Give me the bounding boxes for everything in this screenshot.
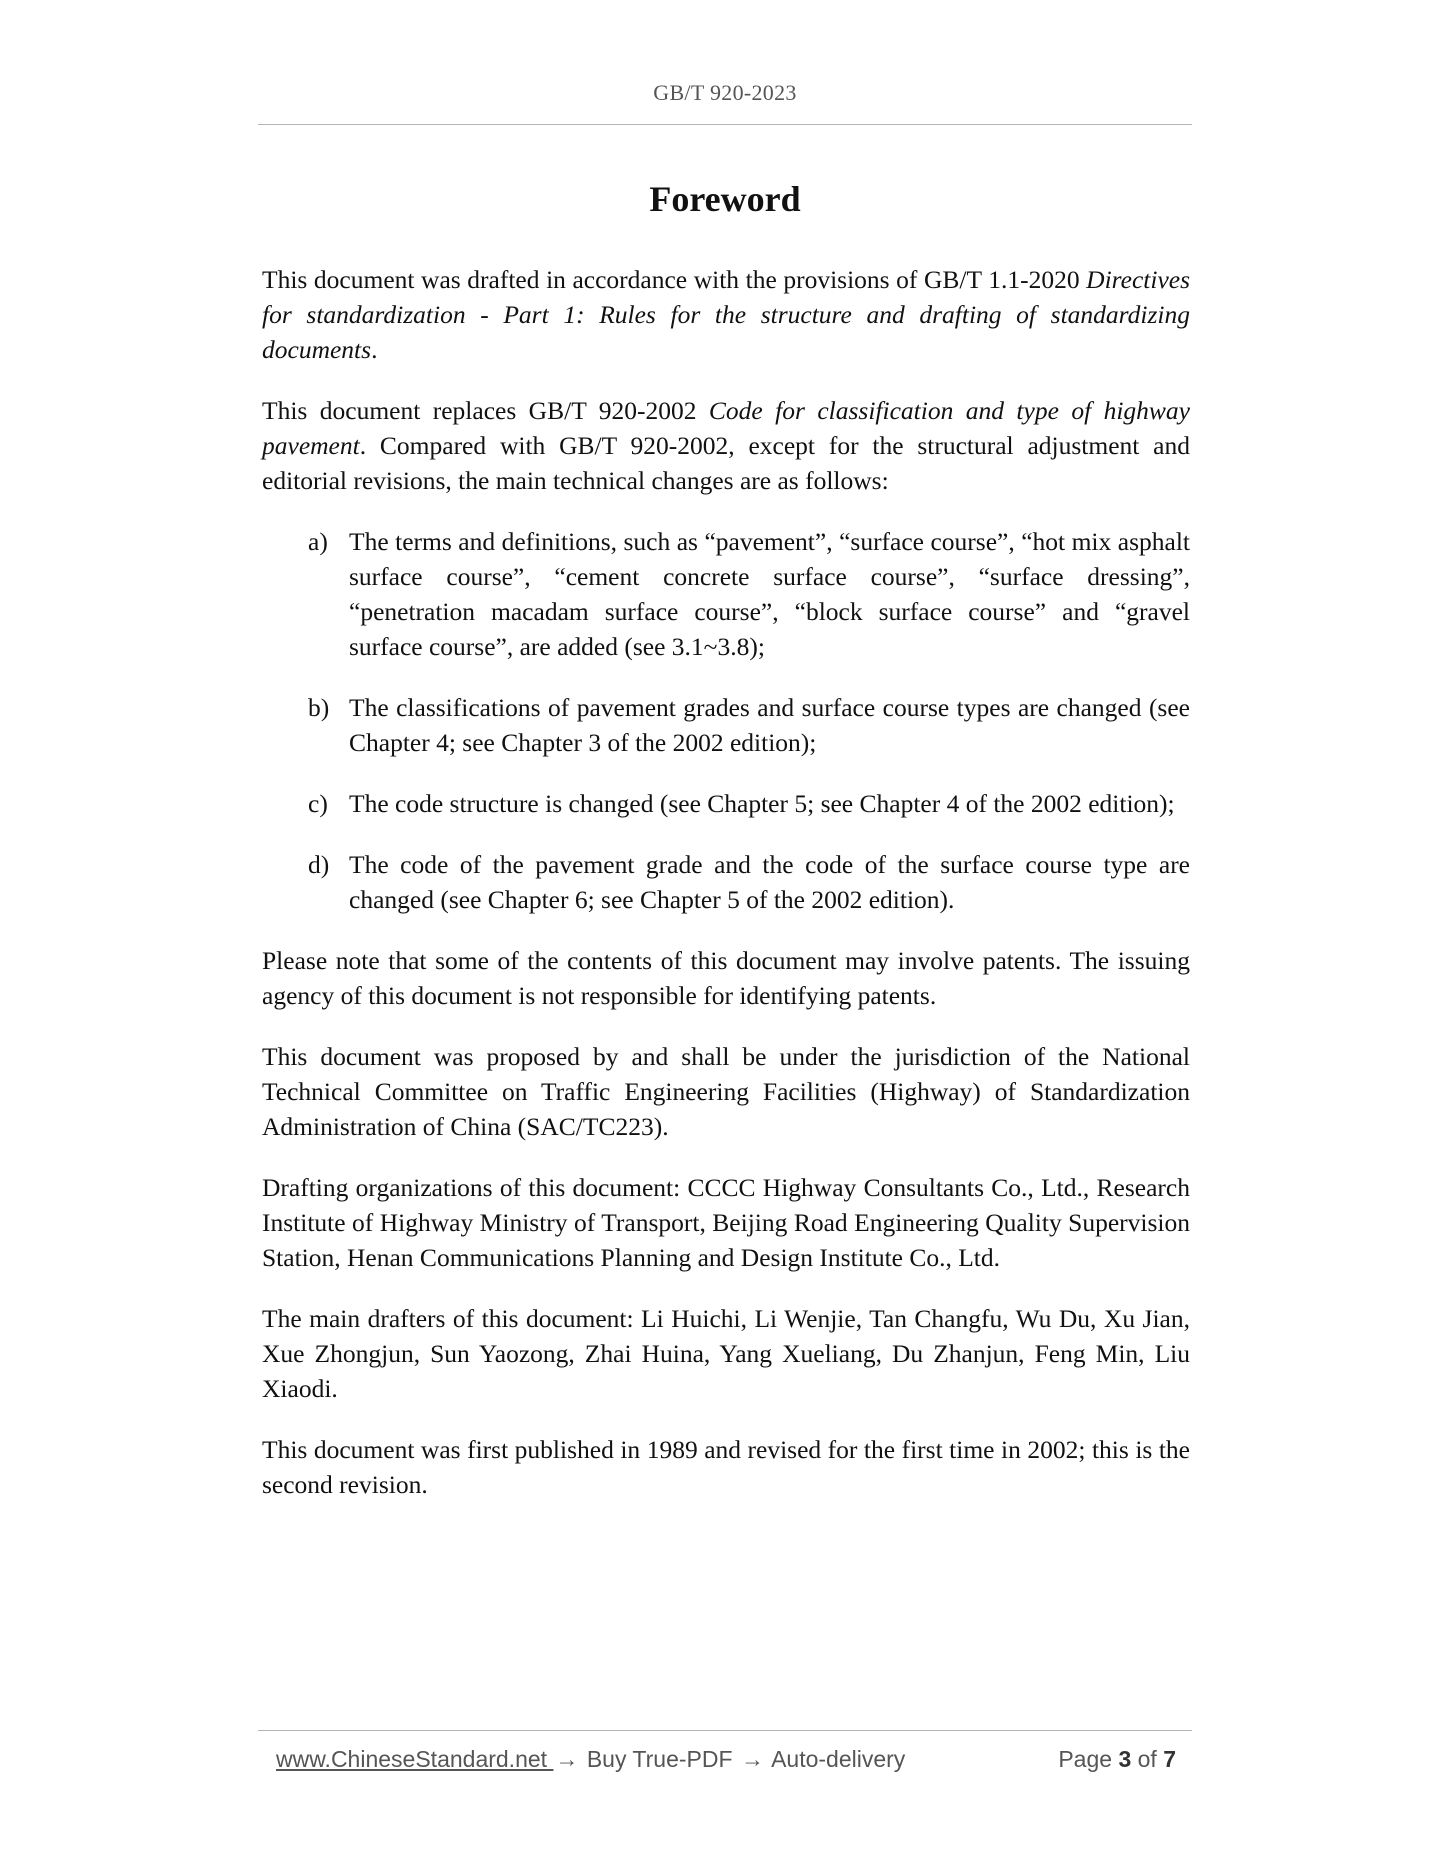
list-item-text: The code of the pavement grade and the code of the surface course type are changed (see Chapter 6; see Chapter 5 of the 2002 edition).	[349, 850, 1190, 914]
current-page-number: 3	[1118, 1746, 1132, 1772]
list-item-text: The classifications of pavement grades and surface course types are changed (see Chapter 4; see Chapter 3 of the 2002 edition);	[349, 693, 1190, 757]
list-marker: c)	[308, 789, 328, 818]
technical-changes-list	[262, 524, 1190, 917]
paragraph-publication-history: This document was first published in 1989 and revised for the first time in 2002; this is the second revision.	[262, 1435, 1190, 1499]
page-label: Page	[1058, 1746, 1113, 1772]
paragraph-text: .	[371, 335, 378, 364]
list-marker: d)	[308, 850, 330, 879]
list-item	[262, 786, 1190, 821]
paragraph-jurisdiction: This document was proposed by and shall be under the jurisdiction of the National Technical Committee on Traffic Engineering Facilities (Highway) of Standardization Administration of China (SAC/TC223).	[262, 1042, 1190, 1141]
buy-pdf-text: Buy True-PDF	[586, 1746, 733, 1772]
page-title: Foreword	[649, 179, 801, 219]
list-item	[262, 524, 1190, 664]
list-marker: b)	[308, 693, 330, 722]
paragraph-drafting-basis	[262, 262, 1190, 367]
page-indicator	[1058, 1746, 1176, 1773]
list-item-text: The terms and definitions, such as “pavement”, “surface course”, “hot mix asphalt surface course”, “cement concrete surface course”, “surface dressing”, “penetration macadam surface course”, “block surface course” and “gravel surface course”, are added (see 3.1~3.8);	[349, 527, 1190, 661]
paragraph-drafting-organizations: Drafting organizations of this document: CCCC Highway Consultants Co., Ltd., Research Institute of Highway Ministry of Transport, Beijing Road Engineering Quality Supervision Station, Henan Communications Planning and Design Institute Co., Ltd.	[262, 1173, 1190, 1272]
paragraph-replacement	[262, 393, 1190, 498]
list-item	[262, 690, 1190, 760]
paragraph-text: This document was drafted in accordance with the provisions of GB/T 1.1-2020	[262, 265, 1087, 294]
paragraph-main-drafters: The main drafters of this document: Li Huichi, Li Wenjie, Tan Changfu, Wu Du, Xu Jian, Xue Zhongjun, Sun Yaozong, Zhai Huina, Yang Xueliang, Du Zhanjun, Feng Min, Liu Xiaodi.	[262, 1304, 1190, 1403]
document-body	[262, 262, 1190, 1528]
total-pages-number: 7	[1163, 1746, 1176, 1772]
page-footer	[276, 1746, 1176, 1778]
auto-delivery-text: Auto-delivery	[771, 1746, 906, 1772]
paragraph-text: This document replaces GB/T 920-2002	[262, 396, 709, 425]
page-of-label: of	[1137, 1746, 1157, 1772]
arrow-right-icon: →	[555, 1746, 579, 1772]
list-item	[262, 847, 1190, 917]
footer-divider	[258, 1730, 1192, 1731]
arrow-right-icon: →	[740, 1746, 764, 1772]
list-item-text: The code structure is changed (see Chapter 5; see Chapter 4 of the 2002 edition);	[349, 789, 1175, 818]
footer-links	[276, 1746, 905, 1773]
replaced-standard-title: Code for classification and type of highway pavement	[262, 396, 1190, 460]
paragraph-text: . Compared with GB/T 920-2002, except for the structural adjustment and editorial revisions, the main technical changes are as follows:	[262, 431, 1190, 495]
list-marker: a)	[308, 527, 328, 556]
referenced-standard-title: Directives for standardization - Part 1: Rules for the structure and drafting of standardizing documents	[262, 265, 1190, 364]
website-link[interactable]: www.ChineseStandard.net	[276, 1746, 554, 1772]
document-header: GB/T 920-2023	[653, 80, 797, 105]
header-divider	[258, 124, 1192, 125]
paragraph-patent-notice: Please note that some of the contents of this document may involve patents. The issuing agency of this document is not responsible for identifying patents.	[262, 946, 1190, 1010]
